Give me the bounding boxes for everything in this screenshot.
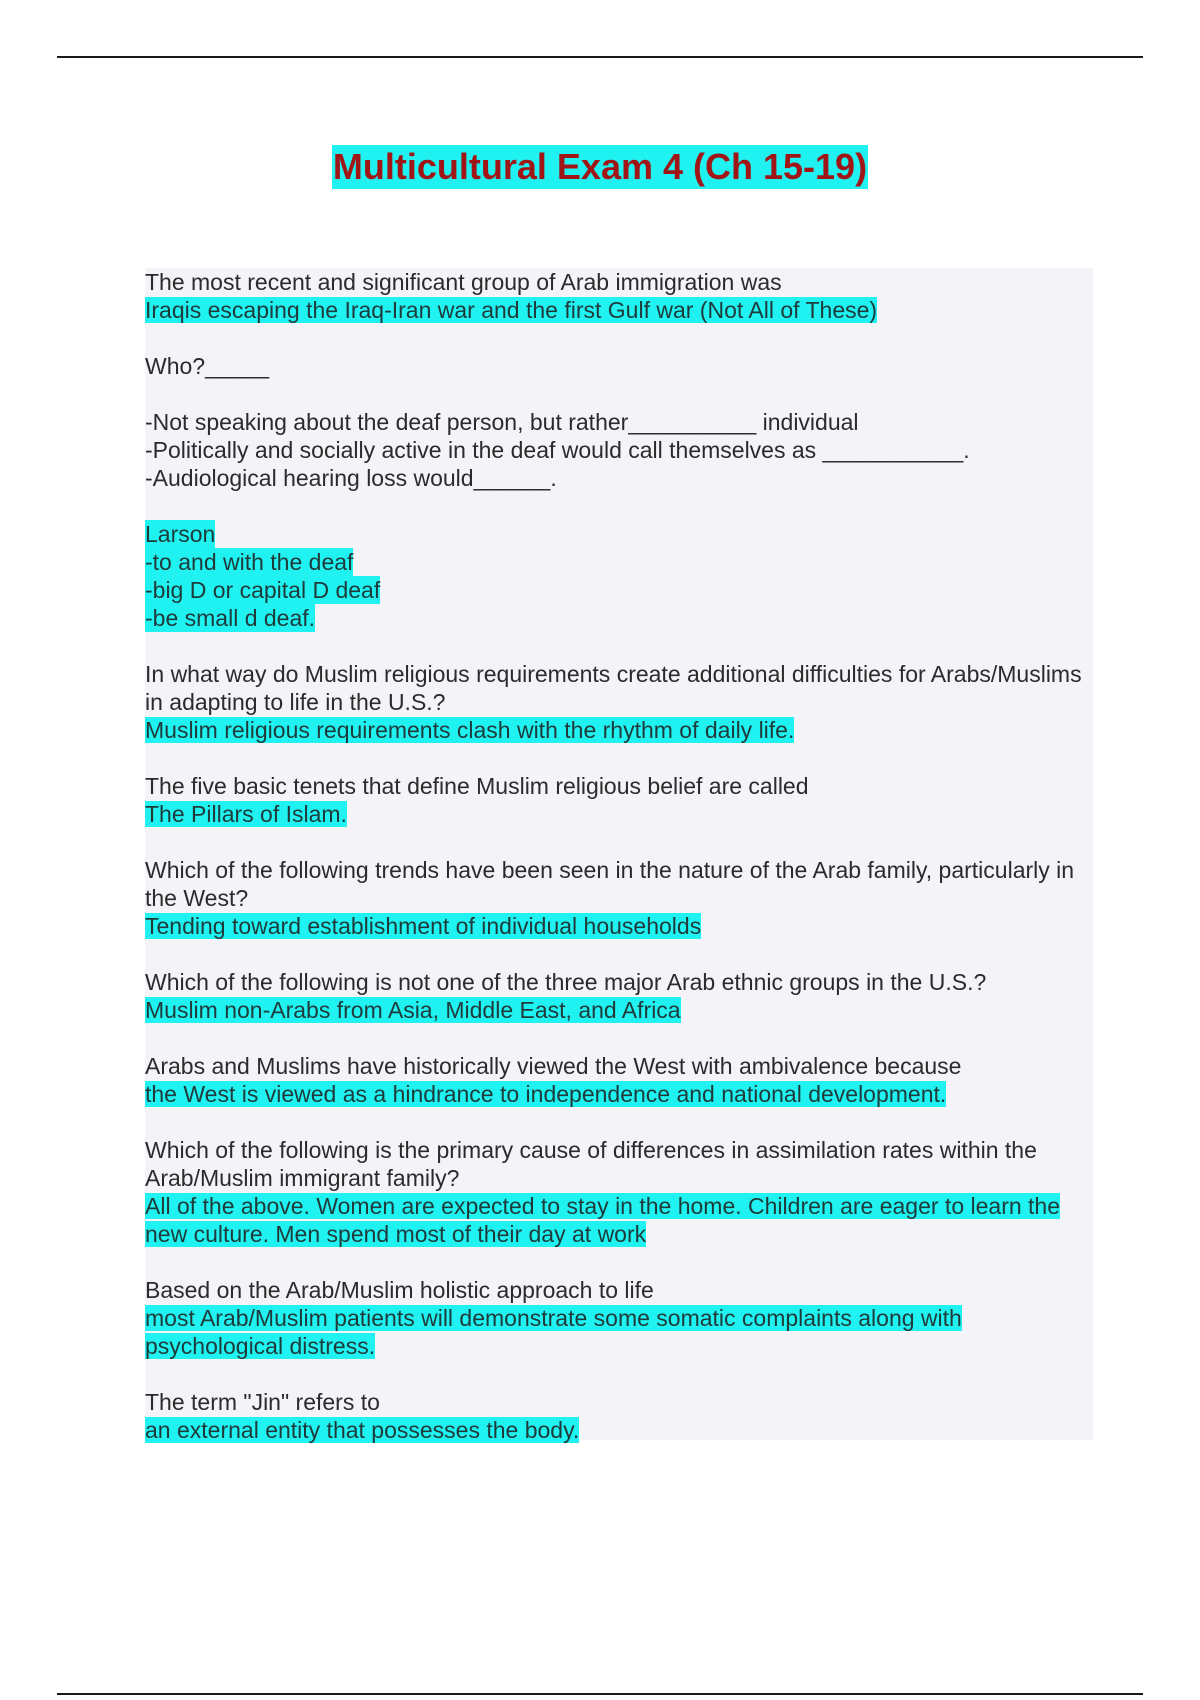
bottom-rule — [57, 1693, 1143, 1695]
document-body — [145, 268, 1093, 1443]
answer-highlight: Muslim non-Arabs from Asia, Middle East, and Africa — [145, 997, 681, 1023]
answer-highlight: All of the above. Women are expected to stay in the home. Children are eager to learn the new culture. Men spend most of their day at work — [145, 1193, 1061, 1247]
question-text: Who?_____ — [145, 353, 270, 379]
qa-item-8 — [145, 968, 1093, 1024]
answer-highlight-line: -be small d deaf. — [145, 605, 316, 631]
qa-item-10 — [145, 1136, 1093, 1248]
qa-item-2 — [145, 352, 1093, 380]
question-text: The five basic tenets that define Muslim religious belief are called — [145, 773, 809, 799]
answer-highlight: Tending toward establishment of individual households — [145, 913, 702, 939]
question-text: Which of the following is not one of the three major Arab ethnic groups in the U.S.? — [145, 969, 987, 995]
question-text: In what way do Muslim religious requirements create additional difficulties for Arabs/Muslims in adapting to life in the U.S.? — [145, 661, 1082, 715]
question-text: Based on the Arab/Muslim holistic approach to life — [145, 1277, 654, 1303]
qa-item-7 — [145, 856, 1093, 940]
answer-highlight: most Arab/Muslim patients will demonstrate some somatic complaints along with psychological distress. — [145, 1305, 962, 1359]
qa-item-1 — [145, 268, 1093, 324]
answer-highlight-line: Larson — [145, 521, 216, 547]
answer-highlight-line: -big D or capital D deaf — [145, 577, 381, 603]
qa-item-11 — [145, 1276, 1093, 1360]
question-line: -Politically and socially active in the deaf would call themselves as ___________. — [145, 437, 970, 463]
question-text: Arabs and Muslims have historically viewed the West with ambivalence because — [145, 1053, 962, 1079]
question-text: Which of the following trends have been seen in the nature of the Arab family, particularly in the West? — [145, 857, 1075, 911]
qa-item-12 — [145, 1388, 1093, 1444]
title-container — [0, 145, 1200, 189]
answer-highlight: Muslim religious requirements clash with the rhythm of daily life. — [145, 717, 795, 743]
question-text: The term "Jin" refers to — [145, 1389, 380, 1415]
question-line: -Audiological hearing loss would______. — [145, 465, 557, 491]
answer-highlight-line: -to and with the deaf — [145, 549, 354, 575]
question-text: The most recent and significant group of Arab immigration was — [145, 269, 782, 295]
qa-item-3 — [145, 408, 1093, 492]
question-text: Which of the following is the primary cause of differences in assimilation rates within the Arab/Muslim immigrant family? — [145, 1137, 1037, 1191]
top-rule — [57, 56, 1143, 58]
answer-highlight: The Pillars of Islam. — [145, 801, 347, 827]
page-title: Multicultural Exam 4 (Ch 15-19) — [332, 146, 868, 187]
qa-item-5 — [145, 660, 1093, 744]
answer-highlight: the West is viewed as a hindrance to independence and national development. — [145, 1081, 947, 1107]
qa-item-6 — [145, 772, 1093, 828]
question-line: -Not speaking about the deaf person, but rather__________ individual — [145, 409, 859, 435]
answer-highlight: an external entity that possesses the body. — [145, 1417, 580, 1443]
qa-item-4 — [145, 520, 1093, 632]
answer-highlight: Iraqis escaping the Iraq-Iran war and the first Gulf war (Not All of These) — [145, 297, 878, 323]
qa-item-9 — [145, 1052, 1093, 1108]
